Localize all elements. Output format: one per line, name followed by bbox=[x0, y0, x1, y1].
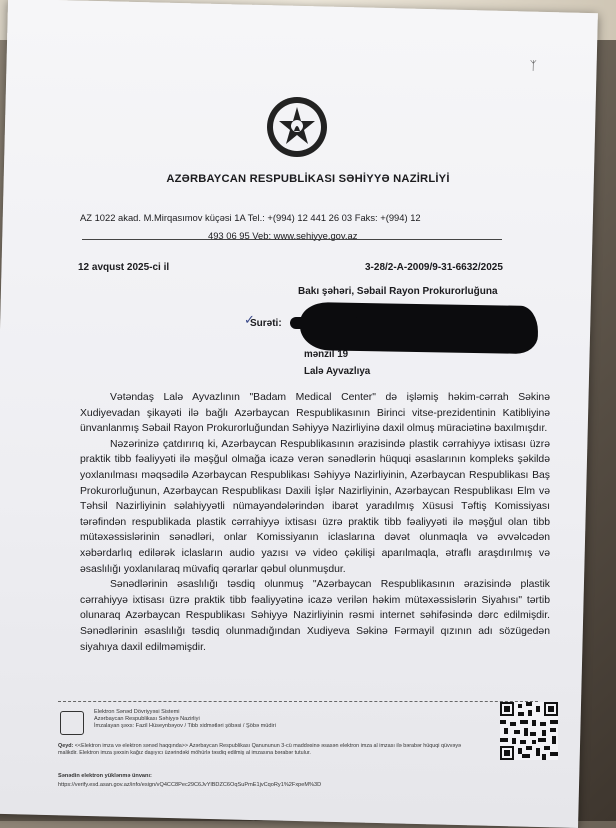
note-text: <<Elektron imza və elektron sənəd haqqında>> Azərbaycan Respublikası Qanununun 3-cü maddəsinə əsasən elektron imza al imzası ilə bərabər hüquqi qüvvəyə malikdir. Elektron imza şəxsin kağız daşıyıcı üzərindəki möhürlə təsdiq edilmiş al imzasına bərabər tutulur. bbox=[58, 743, 462, 756]
letterhead-divider bbox=[82, 239, 502, 240]
e-signature-block bbox=[58, 701, 558, 809]
e-signature-icon bbox=[60, 711, 84, 735]
legal-note bbox=[58, 743, 478, 757]
state-emblem-icon bbox=[265, 95, 329, 159]
ministry-name: AZƏRBAYCAN RESPUBLİKASI SƏHİYYƏ NAZİRLİYİ bbox=[166, 173, 450, 185]
body-paragraph: Sənədlərinin əsaslılığı təsdiq olunmuş "Azərbaycan Respublikasının ərazisində plastik cərrahiyyə ixtisası üzrə praktik tibb fəaliyyətinə icazə verilən həkim mütəxəssislərin Siyahısı" tərtib olunaraq Azərbaycan Respublikası Səhiyyə Nazirliyinin rəsmi internet səhifəsində dərc edilmişdir. Sənədlərinin əsaslılığı təsdiq olunmadığından Xudiyeva Səkinə Fərmayil qızının adı sözügedən siyahıya daxil edilməmişdir. bbox=[80, 579, 550, 653]
signature-divider bbox=[58, 701, 538, 702]
verify-label: Sənədin elektron yüklənmə ünvanı: bbox=[58, 773, 152, 779]
letter-date: 12 avqust 2025-ci il bbox=[78, 262, 170, 273]
recipient-line: Bakı şəhəri, Səbail Rayon Prokurorluğuna bbox=[298, 286, 498, 297]
recipient-name: Lalə Ayvazlıya bbox=[304, 366, 371, 377]
redaction-mark bbox=[290, 317, 360, 329]
registration-number: 3-28/2-A-2009/9-31-6632/2025 bbox=[365, 262, 503, 273]
letter-body bbox=[80, 390, 550, 655]
body-paragraph: Vətəndaş Lalə Ayvazlının "Badam Medical Center" də işləmiş həkim-cərrah Səkinə Xudiyevadan şikayəti ilə bağlı Azərbaycan Respublikasının Birinci vitse-prezidentinin Katibliyinə ünvanlanmış Səbail Rayon Prokurorluğundan Səhiyyə Nazirliyinə daxil olmuş müraciətinə baxılmışdır. bbox=[80, 392, 550, 435]
checkmark-icon: ✓ bbox=[244, 312, 255, 327]
body-paragraph: Nəzərinizə çatdırırıq ki, Azərbaycan Respublikasının ərazisində plastik cərrahiyyə ixtisası üzrə praktik tibb fəaliyyəti ilə məşğul olmağa icazə verən sənədlərin hüquqi əsaslarının kompleks şəkildə yoxlanılması məqsədilə Azərbaycan Respublikası Səhiyyə Nazirliyinin, Azərbaycan Respublikası Baş Prokurorluğunun, Azərbaycan Respublikası Daxili İşlər Nazirliyinin, Azərbaycan Respublikası Elm və Təhsil Nazirliyinin səlahiyyətli nümayəndələrindən ibarət yaradılmış Xüsusi Təftiş Komissiyası tərəfindən respublikada plastik cərrahiyyə ixtisası üzrə praktik tibb fəaliyyəti ilə məşğul olan tibb mütəxəssislərinin sənədləri, onlar Komissiyanın iclaslarına dəvət olunmaqla və əvvəlcədən xəbərdarlıq edilərək iclasların audio yazısı və video çəkilişi aparılmaqla, ətraflı araşdırılmış və əsaslılığı yoxlanılaraq müvafiq qərarlar qəbul olunmuşdur. bbox=[80, 438, 550, 575]
pencil-mark-icon: ᛉ bbox=[529, 58, 537, 73]
signer: İmzalayan şəxs: Fazil Hüseynbəyov / Tibb xidmətləri şöbəsi / Şöbə müdiri bbox=[94, 723, 276, 730]
org-name: Azərbaycan Respublikası Səhiyyə Nazirliyi bbox=[94, 716, 200, 723]
address-line: AZ 1022 akad. M.Mirqasımov küçəsi 1A Tel.: +(994) 12 441 26 03 Faks: +(994) 12 bbox=[80, 212, 421, 223]
address-line: 493 06 95 Veb: www.sehiyye.gov.az bbox=[208, 230, 358, 241]
system-name: Elektron Sənəd Dövriyyəsi Sistemi bbox=[94, 709, 180, 715]
verify-link[interactable]: https://verify.esd.asan.gov.az/info/esign/vQ4CC8Pec29C6JvYlBDZC6OqSuPmE1jvCqoRy1%2FxpeM%3D bbox=[58, 782, 322, 788]
house-line: mənzil 19 bbox=[304, 349, 349, 360]
note-label: Qeyd: bbox=[58, 743, 74, 749]
signature-details bbox=[94, 709, 276, 731]
qr-code-icon[interactable] bbox=[500, 702, 558, 760]
copy-label: Surəti: bbox=[250, 318, 282, 329]
